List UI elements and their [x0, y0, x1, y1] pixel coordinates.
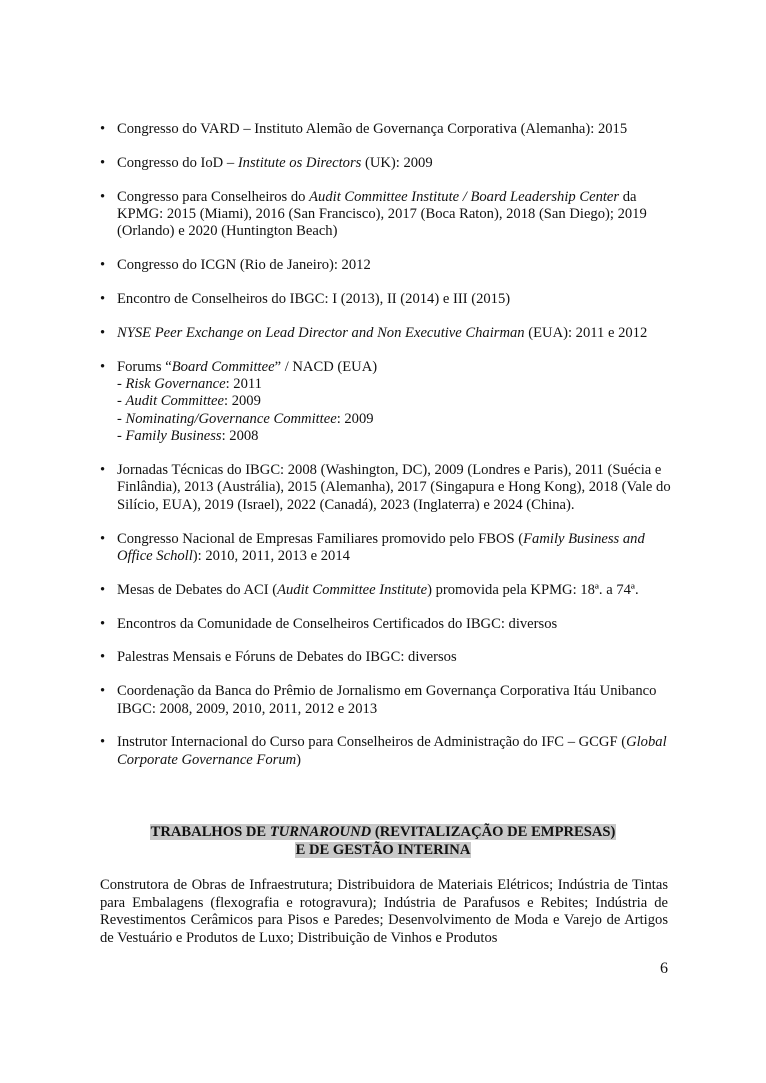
list-item [100, 291, 672, 308]
bullet-icon: • [100, 581, 106, 598]
italic-text: Risk Governance [125, 376, 226, 392]
section-heading [0, 824, 766, 859]
bullet-icon: • [100, 462, 106, 479]
bullet-icon: • [100, 734, 106, 751]
italic-text: Global Corporate Governance Forum [117, 734, 667, 768]
text-run: Jornadas Técnicas do IBGC: 2008 (Washington, DC), 2009 (Londres e Paris), 2011 (Suécia e Finlândia), 2013 (Austrália), 2015 (Alemanha), 2017 (Singapura e Hong Kong), 2018 (Vale do Silício, EUA), 2019 (Israel), 2022 (Canadá), 2023 (Inglaterra) e 2024 (China). [117, 462, 671, 513]
text-run: : 2009 [336, 410, 374, 427]
list-item [100, 257, 672, 274]
list-item [100, 325, 672, 342]
list-item [100, 616, 672, 633]
bullet-icon: • [100, 649, 106, 666]
body-paragraph: Construtora de Obras de Infraestrutura; Distribuidora de Materiais Elétricos; Indústria de Tintas para Embalagens (flexografia e rotogravura); Indústria de Parafusos e Rebites; Indústria de Revestimentos Cerâmicos para Pisos e Paredes; Desenvolvimento de Moda e Varejo de Artigos de Vestuário e Produtos de Luxo; Distribuição de Vinhos e Produtos [100, 877, 668, 946]
italic-text: Institute os Directors [237, 154, 362, 171]
text-run: : 2008 [221, 428, 259, 445]
text-run: Congresso do IoD – [117, 154, 238, 171]
list-item [100, 734, 672, 769]
sub-item [117, 376, 672, 393]
sub-item [117, 411, 672, 428]
text-run: Palestras Mensais e Fóruns de Debates do IBGC: diversos [117, 649, 457, 666]
sub-item [117, 428, 672, 445]
italic-text: Family Business [125, 428, 222, 445]
bullet-icon: • [100, 615, 106, 632]
text-run: da KPMG: 2015 (Miami), 2016 (San Francisco), 2017 (Boca Raton), 2018 (San Diego); 2019 (Orlando) e 2020 (Huntington Beach) [117, 188, 647, 240]
list-item [100, 189, 672, 241]
list-item [100, 531, 672, 566]
text-run: Congresso Nacional de Empresas Familiares promovido pelo FBOS ( [117, 530, 524, 547]
bullet-icon: • [100, 324, 106, 341]
list-item [100, 462, 672, 514]
page-number: 6 [660, 960, 668, 977]
bullet-icon: • [100, 257, 106, 274]
bullet-icon: • [100, 530, 106, 547]
text-run: Instrutor Internacional do Curso para Conselheiros de Administração do IFC – GCGF ( [117, 734, 627, 751]
italic-text: Family Business and Office Scholl [117, 530, 645, 565]
italic-text: NYSE Peer Exchange on Lead Director and Non Executive Chairman [117, 324, 525, 341]
text-run: - [117, 376, 126, 392]
sub-item [117, 393, 672, 410]
bullet-icon: • [100, 154, 106, 171]
text-run: ” / NACD (EUA) [274, 358, 378, 375]
text-run: Encontros da Comunidade de Conselheiros Certificados do IBGC: diversos [117, 615, 558, 632]
text-run: ): 2010, 2011, 2013 e 2014 [192, 548, 350, 565]
italic-text: Audit Committee [125, 393, 225, 410]
text-run: : 2009 [224, 393, 261, 410]
list-item [100, 359, 672, 446]
text-run: Congresso do ICGN (Rio de Janeiro): 2012 [117, 257, 371, 274]
text-run: (UK): 2009 [361, 154, 433, 171]
italic-text: Audit Committee Institute / Board Leadership Center [309, 188, 620, 205]
text-run: ) [296, 751, 302, 768]
event-bullet-list [100, 121, 672, 786]
text-run: Congresso para Conselheiros do [117, 188, 310, 205]
text-run: - [117, 410, 126, 427]
text-run: ) promovida pela KPMG: 18ª. a 74ª. [427, 581, 639, 598]
text-run: - [117, 393, 126, 410]
text-run: Congresso do VARD – Instituto Alemão de Governança Corporativa (Alemanha): 2015 [117, 121, 628, 137]
list-item [100, 121, 672, 138]
text-run: Coordenação da Banca do Prêmio de Jornalismo em Governança Corporativa Itáu Unibanco IBGC: 2008, 2009, 2010, 2011, 2012 e 2013 [117, 683, 657, 717]
text-run: Encontro de Conselheiros do IBGC: I (2013), II (2014) e III (2015) [117, 291, 511, 307]
bullet-icon: • [100, 683, 106, 700]
list-item [100, 649, 672, 666]
list-item [100, 683, 672, 718]
text-run: Forums “ [117, 358, 172, 375]
heading-line-2: E DE GESTÃO INTERINA [295, 841, 471, 858]
heading-line-1: TRABALHOS DE TURNAROUND (REVITALIZAÇÃO DE EMPRESAS) [150, 824, 616, 840]
list-item [100, 155, 672, 172]
text-run: : 2011 [225, 376, 262, 392]
bullet-icon: • [100, 358, 106, 375]
bullet-icon: • [100, 188, 106, 205]
italic-text: Board Committee [171, 358, 275, 375]
italic-text: Audit Committee Institute [277, 581, 428, 598]
italic-text: Nominating/Governance Committee [125, 410, 337, 427]
text-run: (EUA): 2011 e 2012 [524, 324, 648, 341]
bullet-icon: • [100, 291, 106, 307]
list-item [100, 582, 672, 599]
bullet-icon: • [100, 121, 106, 137]
text-run: - [117, 428, 126, 445]
text-run: Mesas de Debates do ACI ( [117, 581, 278, 598]
